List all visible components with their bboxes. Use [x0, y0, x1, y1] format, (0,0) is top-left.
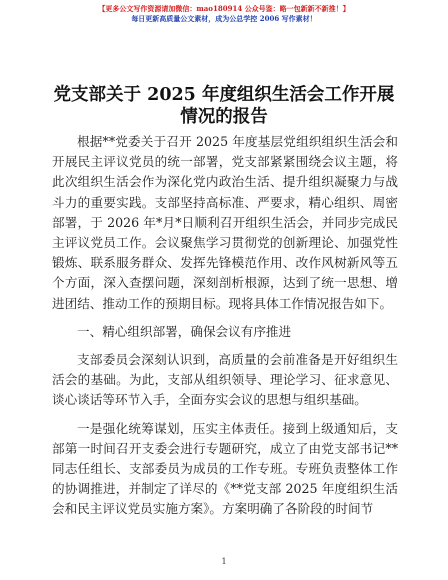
document-body — [52, 132, 398, 520]
promo-banner-line2: 每日更新高质量公文素材，成为公总学控 2006 写作素材！ — [131, 14, 317, 23]
paragraph-intro: 根据**党委关于召开 2025 年度基层党组织组织生活会和开展民主评议党员的统一部署，党支部紧紧围绕会议主题，将此次组织生活会作为深化党内政治生活、提升组织凝聚力与战斗力的重要实践。支部坚持高标准、严要求，精心组织、周密部署，于 2026 年*月*日顺利召开组织生活会，并同步完成民主评议党员工作。会议聚焦学习贯彻党的创新理论、加强党性锻炼、联系服务群众、发挥先锋模范作用、改作风树新风等五个方面，深入查摆问题，深刻剖析根源，达到了统一思想、增进团结、推动工作的预期目标。现将具体工作情况报告如下。 — [52, 134, 398, 311]
document-title: 党支部关于 2025 年度组织生活会工作开展情况的报告 — [53, 85, 395, 127]
paragraph-preparation: 支部委员会深刻认识到，高质量的会前准备是开好组织生活会的基础。为此，支部从组织领导、理论学习、征求意见、谈心谈话等环节入手，全面夯实会议的思想与组织基础。 — [52, 352, 398, 408]
promo-banner-line1: 【更多公文写作资源请加微信：mao180914 公众号鉴：略一包新新不新推！】 — [98, 4, 350, 13]
section-heading-1: 一、精心组织部署，确保会议有序推进 — [77, 323, 292, 339]
paragraph-spacer — [52, 411, 398, 419]
page-number: 1 — [221, 557, 227, 566]
paragraph-planning: 一是强化统筹谋划，压实主体责任。接到上级通知后，支部第一时间召开支委会进行专题研究，成立了由党支部书记**同志任组长、支部委员为成员的工作专班。专班负责整体工作的协调推进，并制定了详尽的《**党支部 2025 年度组织生活会和民主评议党员实施方案》。方案明确了各阶段的时间节 — [52, 420, 398, 517]
